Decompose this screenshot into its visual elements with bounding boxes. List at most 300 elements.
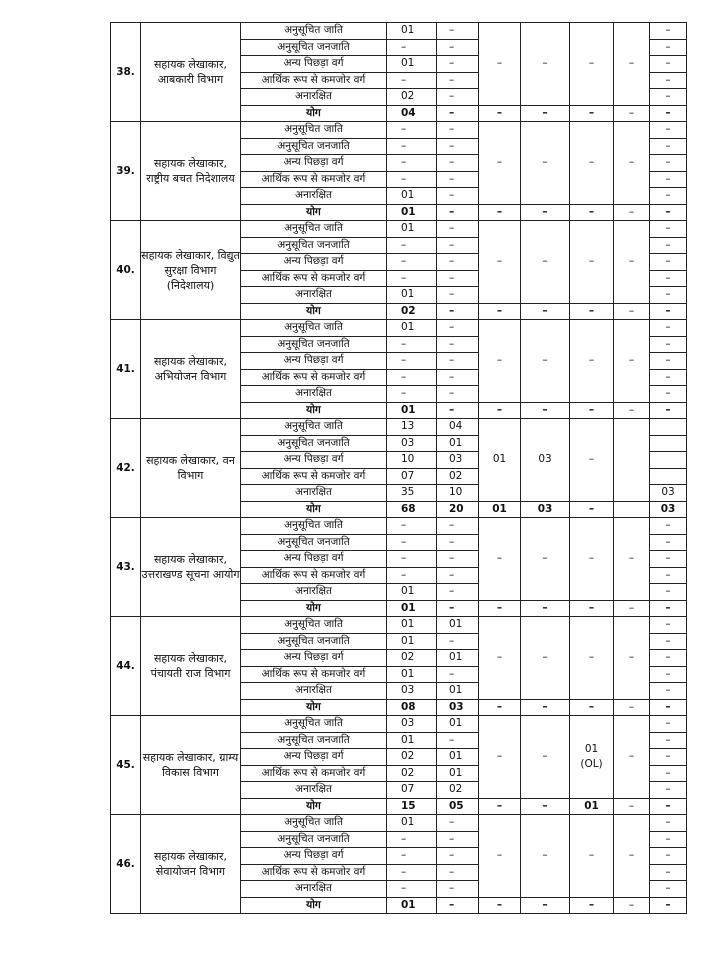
cell-women: –: [437, 39, 479, 56]
cell-merged-c3: –: [479, 23, 521, 106]
cell-last: –: [650, 155, 687, 172]
total-c5: –: [570, 600, 614, 617]
total-c5: –: [570, 501, 614, 518]
total-c4: –: [521, 204, 570, 221]
cell-vacancies: 01: [387, 56, 437, 73]
total-vacancies: 01: [387, 897, 437, 914]
cell-last: –: [650, 551, 687, 568]
total-label: योग: [241, 402, 387, 419]
serial-number: 43.: [111, 518, 141, 617]
cell-women: –: [437, 237, 479, 254]
post-name: सहायक लेखाकार, ग्राम्य विकास विभाग: [141, 716, 241, 815]
cell-vacancies: –: [387, 237, 437, 254]
total-vacancies: 01: [387, 402, 437, 419]
cell-merged-c4: –: [521, 221, 570, 304]
total-c3: –: [479, 600, 521, 617]
category-label: अनुसूचित जाति: [241, 716, 387, 733]
cell-women: –: [437, 534, 479, 551]
cell-vacancies: 35: [387, 485, 437, 502]
cell-last: –: [650, 666, 687, 683]
cell-women: –: [437, 171, 479, 188]
category-label: अनारक्षित: [241, 89, 387, 106]
total-c7: –: [650, 798, 687, 815]
cell-merged-c4: –: [521, 815, 570, 898]
category-label: अनुसूचित जनजाति: [241, 237, 387, 254]
cell-last: –: [650, 386, 687, 403]
cell-vacancies: 10: [387, 452, 437, 469]
total-c3: –: [479, 204, 521, 221]
total-c6: –: [614, 798, 650, 815]
cell-vacancies: 01: [387, 320, 437, 337]
category-label: अनुसूचित जनजाति: [241, 534, 387, 551]
total-c4: –: [521, 798, 570, 815]
serial-number: 46.: [111, 815, 141, 914]
total-c5: –: [570, 105, 614, 122]
total-c3: –: [479, 105, 521, 122]
category-row: [111, 221, 687, 238]
serial-number: 40.: [111, 221, 141, 320]
cell-vacancies: 02: [387, 749, 437, 766]
category-label: अनारक्षित: [241, 683, 387, 700]
cell-last: –: [650, 732, 687, 749]
cell-vacancies: –: [387, 353, 437, 370]
cell-vacancies: –: [387, 864, 437, 881]
category-row: [111, 23, 687, 40]
cell-women: –: [437, 320, 479, 337]
cell-merged-c4: –: [521, 617, 570, 700]
cell-vacancies: 07: [387, 782, 437, 799]
cell-last: –: [650, 716, 687, 733]
cell-women: –: [437, 138, 479, 155]
total-label: योग: [241, 105, 387, 122]
total-c3: –: [479, 798, 521, 815]
cell-last: [650, 435, 687, 452]
cell-merged-c6: –: [614, 815, 650, 898]
total-vacancies: 02: [387, 303, 437, 320]
cell-merged-c4: –: [521, 320, 570, 403]
post-name: सहायक लेखाकार, सेवायोजन विभाग: [141, 815, 241, 914]
total-c7: –: [650, 600, 687, 617]
category-label: अनारक्षित: [241, 782, 387, 799]
cell-merged-c5: –: [570, 23, 614, 106]
cell-women: –: [437, 155, 479, 172]
cell-vacancies: 01: [387, 617, 437, 634]
cell-women: –: [437, 518, 479, 535]
total-c3: 01: [479, 501, 521, 518]
cell-vacancies: 01: [387, 23, 437, 40]
cell-women: 01: [437, 650, 479, 667]
total-c7: –: [650, 204, 687, 221]
category-label: अनुसूचित जाति: [241, 815, 387, 832]
category-label: अन्य पिछड़ा वर्ग: [241, 650, 387, 667]
total-c7: –: [650, 897, 687, 914]
cell-women: –: [437, 848, 479, 865]
cell-women: –: [437, 336, 479, 353]
cell-merged-c4: –: [521, 518, 570, 601]
cell-vacancies: 03: [387, 435, 437, 452]
cell-women: –: [437, 864, 479, 881]
cell-vacancies: –: [387, 534, 437, 551]
cell-last: –: [650, 518, 687, 535]
cell-merged-c6: –: [614, 617, 650, 700]
cell-last: –: [650, 534, 687, 551]
category-label: अन्य पिछड़ा वर्ग: [241, 848, 387, 865]
total-c7: –: [650, 303, 687, 320]
serial-number: 42.: [111, 419, 141, 518]
cell-last: –: [650, 72, 687, 89]
total-label: योग: [241, 897, 387, 914]
cell-last: –: [650, 815, 687, 832]
cell-last: –: [650, 23, 687, 40]
total-label: योग: [241, 204, 387, 221]
cell-vacancies: –: [387, 155, 437, 172]
cell-merged-c6: –: [614, 716, 650, 799]
category-label: अन्य पिछड़ा वर्ग: [241, 155, 387, 172]
cell-women: 01: [437, 617, 479, 634]
total-c6: [614, 501, 650, 518]
cell-merged-c6: –: [614, 221, 650, 304]
category-label: अनुसूचित जाति: [241, 419, 387, 436]
total-c6: –: [614, 402, 650, 419]
cell-women: 01: [437, 765, 479, 782]
cell-vacancies: 01: [387, 666, 437, 683]
cell-merged-c3: –: [479, 122, 521, 205]
cell-last: –: [650, 287, 687, 304]
total-label: योग: [241, 699, 387, 716]
cell-vacancies: –: [387, 336, 437, 353]
cell-women: –: [437, 56, 479, 73]
cell-women: 10: [437, 485, 479, 502]
post-name: सहायक लेखाकार, आबकारी विभाग: [141, 23, 241, 122]
cell-vacancies: –: [387, 72, 437, 89]
total-c5: –: [570, 699, 614, 716]
cell-vacancies: 13: [387, 419, 437, 436]
cell-vacancies: –: [387, 254, 437, 271]
post-name: सहायक लेखाकार, राष्ट्रीय बचत निदेशालय: [141, 122, 241, 221]
cell-merged-c5: –: [570, 419, 614, 502]
category-label: अन्य पिछड़ा वर्ग: [241, 353, 387, 370]
cell-last: –: [650, 122, 687, 139]
total-c4: –: [521, 600, 570, 617]
total-c7: –: [650, 105, 687, 122]
total-c3: –: [479, 897, 521, 914]
cell-vacancies: –: [387, 39, 437, 56]
total-c5: –: [570, 402, 614, 419]
total-c6: –: [614, 699, 650, 716]
serial-number: 45.: [111, 716, 141, 815]
category-row: [111, 815, 687, 832]
category-label: अनुसूचित जनजाति: [241, 138, 387, 155]
category-label: अनारक्षित: [241, 881, 387, 898]
post-name: सहायक लेखाकार, उत्तराखण्ड सूचना आयोग: [141, 518, 241, 617]
cell-women: –: [437, 567, 479, 584]
cell-last: –: [650, 864, 687, 881]
cell-last: –: [650, 39, 687, 56]
cell-women: 03: [437, 452, 479, 469]
cell-merged-c3: –: [479, 617, 521, 700]
post-name: सहायक लेखाकार, पंचायती राज विभाग: [141, 617, 241, 716]
cell-last: –: [650, 567, 687, 584]
vacancy-table-body: [111, 23, 687, 914]
cell-merged-c3: 01: [479, 419, 521, 502]
cell-merged-c6: –: [614, 518, 650, 601]
cell-last: [650, 468, 687, 485]
cell-women: 02: [437, 468, 479, 485]
cell-last: –: [650, 320, 687, 337]
total-c3: –: [479, 699, 521, 716]
cell-women: –: [437, 633, 479, 650]
category-label: अन्य पिछड़ा वर्ग: [241, 254, 387, 271]
category-label: अनारक्षित: [241, 287, 387, 304]
cell-vacancies: –: [387, 831, 437, 848]
cell-vacancies: 03: [387, 683, 437, 700]
cell-women: –: [437, 122, 479, 139]
serial-number: 44.: [111, 617, 141, 716]
category-label: आर्थिक रूप से कमजोर वर्ग: [241, 567, 387, 584]
category-row: [111, 419, 687, 436]
category-label: अनुसूचित जनजाति: [241, 831, 387, 848]
cell-last: –: [650, 336, 687, 353]
cell-women: –: [437, 287, 479, 304]
cell-vacancies: –: [387, 848, 437, 865]
cell-women: –: [437, 666, 479, 683]
cell-merged-c3: –: [479, 815, 521, 898]
cell-last: [650, 452, 687, 469]
cell-women: –: [437, 270, 479, 287]
cell-vacancies: 01: [387, 188, 437, 205]
cell-vacancies: 01: [387, 732, 437, 749]
total-vacancies: 08: [387, 699, 437, 716]
category-label: अनुसूचित जाति: [241, 617, 387, 634]
cell-merged-c3: –: [479, 320, 521, 403]
serial-number: 38.: [111, 23, 141, 122]
cell-vacancies: –: [387, 567, 437, 584]
cell-women: 04: [437, 419, 479, 436]
cell-women: –: [437, 881, 479, 898]
category-label: अन्य पिछड़ा वर्ग: [241, 452, 387, 469]
category-label: अन्य पिछड़ा वर्ग: [241, 749, 387, 766]
total-c7: 03: [650, 501, 687, 518]
total-women: –: [437, 402, 479, 419]
cell-last: –: [650, 683, 687, 700]
cell-vacancies: –: [387, 518, 437, 535]
cell-vacancies: 01: [387, 584, 437, 601]
total-vacancies: 68: [387, 501, 437, 518]
cell-merged-c5: –: [570, 221, 614, 304]
cell-vacancies: 02: [387, 650, 437, 667]
cell-vacancies: –: [387, 369, 437, 386]
cell-merged-c5: –: [570, 815, 614, 898]
cell-last: –: [650, 848, 687, 865]
cell-last: –: [650, 617, 687, 634]
cell-merged-c4: –: [521, 23, 570, 106]
cell-last: –: [650, 765, 687, 782]
cell-last: –: [650, 89, 687, 106]
cell-vacancies: –: [387, 122, 437, 139]
cell-last: –: [650, 237, 687, 254]
cell-vacancies: 02: [387, 89, 437, 106]
cell-merged-c6: [614, 419, 650, 502]
cell-vacancies: –: [387, 386, 437, 403]
total-c6: –: [614, 897, 650, 914]
cell-last: –: [650, 171, 687, 188]
total-women: –: [437, 204, 479, 221]
cell-merged-c5: –: [570, 122, 614, 205]
cell-vacancies: 02: [387, 765, 437, 782]
cell-merged-c4: –: [521, 716, 570, 799]
cell-women: –: [437, 815, 479, 832]
cell-women: 01: [437, 683, 479, 700]
cell-vacancies: –: [387, 138, 437, 155]
total-c4: –: [521, 402, 570, 419]
category-label: अनुसूचित जनजाति: [241, 336, 387, 353]
cell-merged-c6: –: [614, 320, 650, 403]
total-c5: –: [570, 897, 614, 914]
cell-women: –: [437, 188, 479, 205]
category-row: [111, 617, 687, 634]
cell-vacancies: 03: [387, 716, 437, 733]
cell-last: –: [650, 353, 687, 370]
cell-last: –: [650, 56, 687, 73]
cell-vacancies: –: [387, 171, 437, 188]
cell-vacancies: –: [387, 270, 437, 287]
cell-last: –: [650, 254, 687, 271]
cell-merged-c3: –: [479, 716, 521, 799]
category-label: अनुसूचित जाति: [241, 122, 387, 139]
total-vacancies: 04: [387, 105, 437, 122]
cell-last: –: [650, 188, 687, 205]
cell-women: –: [437, 551, 479, 568]
total-vacancies: 01: [387, 204, 437, 221]
cell-merged-c4: –: [521, 122, 570, 205]
cell-last: –: [650, 881, 687, 898]
cell-women: –: [437, 732, 479, 749]
total-c4: 03: [521, 501, 570, 518]
cell-women: 01: [437, 716, 479, 733]
cell-vacancies: 01: [387, 815, 437, 832]
category-label: आर्थिक रूप से कमजोर वर्ग: [241, 864, 387, 881]
category-label: अनुसूचित जनजाति: [241, 633, 387, 650]
cell-merged-c4: 03: [521, 419, 570, 502]
cell-merged-c6: –: [614, 122, 650, 205]
category-label: अनुसूचित जनजाति: [241, 39, 387, 56]
total-c5: –: [570, 204, 614, 221]
cell-women: –: [437, 72, 479, 89]
total-c6: –: [614, 303, 650, 320]
cell-women: –: [437, 23, 479, 40]
cell-women: 02: [437, 782, 479, 799]
category-label: आर्थिक रूप से कमजोर वर्ग: [241, 468, 387, 485]
cell-vacancies: 01: [387, 221, 437, 238]
cell-women: –: [437, 89, 479, 106]
category-label: अनुसूचित जाति: [241, 518, 387, 535]
category-label: आर्थिक रूप से कमजोर वर्ग: [241, 270, 387, 287]
cell-vacancies: 07: [387, 468, 437, 485]
category-row: [111, 716, 687, 733]
cell-merged-c5: –: [570, 320, 614, 403]
vacancy-table: [110, 22, 687, 914]
cell-merged-c5: –: [570, 518, 614, 601]
total-c3: –: [479, 402, 521, 419]
total-women: –: [437, 105, 479, 122]
total-women: 03: [437, 699, 479, 716]
category-label: आर्थिक रूप से कमजोर वर्ग: [241, 765, 387, 782]
post-name: सहायक लेखाकार, वन विभाग: [141, 419, 241, 518]
category-label: आर्थिक रूप से कमजोर वर्ग: [241, 171, 387, 188]
cell-last: –: [650, 138, 687, 155]
cell-last: –: [650, 782, 687, 799]
total-c4: –: [521, 105, 570, 122]
cell-last: –: [650, 650, 687, 667]
total-c6: –: [614, 105, 650, 122]
category-label: आर्थिक रूप से कमजोर वर्ग: [241, 369, 387, 386]
cell-merged-c5: –: [570, 617, 614, 700]
total-c7: –: [650, 699, 687, 716]
category-label: अन्य पिछड़ा वर्ग: [241, 551, 387, 568]
category-row: [111, 518, 687, 535]
total-c3: –: [479, 303, 521, 320]
total-c6: –: [614, 600, 650, 617]
cell-vacancies: –: [387, 551, 437, 568]
category-label: अनारक्षित: [241, 584, 387, 601]
cell-vacancies: –: [387, 881, 437, 898]
total-c4: –: [521, 897, 570, 914]
category-label: अनारक्षित: [241, 485, 387, 502]
category-label: अनुसूचित जाति: [241, 221, 387, 238]
total-c6: –: [614, 204, 650, 221]
cell-women: –: [437, 353, 479, 370]
total-c5: 01: [570, 798, 614, 815]
total-c7: –: [650, 402, 687, 419]
total-women: 05: [437, 798, 479, 815]
post-name: सहायक लेखाकार, विद्युत सुरक्षा विभाग (निदेशालय): [141, 221, 241, 320]
cell-last: –: [650, 749, 687, 766]
cell-women: –: [437, 221, 479, 238]
serial-number: 41.: [111, 320, 141, 419]
cell-last: –: [650, 584, 687, 601]
total-women: –: [437, 897, 479, 914]
total-women: –: [437, 303, 479, 320]
cell-last: 03: [650, 485, 687, 502]
total-vacancies: 01: [387, 600, 437, 617]
category-label: आर्थिक रूप से कमजोर वर्ग: [241, 72, 387, 89]
category-label: अनुसूचित जाति: [241, 23, 387, 40]
cell-women: 01: [437, 749, 479, 766]
cell-women: –: [437, 369, 479, 386]
total-label: योग: [241, 798, 387, 815]
category-label: अन्य पिछड़ा वर्ग: [241, 56, 387, 73]
category-label: अनारक्षित: [241, 386, 387, 403]
cell-women: –: [437, 254, 479, 271]
total-women: –: [437, 600, 479, 617]
cell-women: –: [437, 831, 479, 848]
cell-merged-c3: –: [479, 221, 521, 304]
total-vacancies: 15: [387, 798, 437, 815]
total-c4: –: [521, 303, 570, 320]
category-row: [111, 122, 687, 139]
cell-women: –: [437, 386, 479, 403]
total-label: योग: [241, 501, 387, 518]
cell-merged-c3: –: [479, 518, 521, 601]
cell-last: –: [650, 221, 687, 238]
cell-last: –: [650, 270, 687, 287]
category-label: अनुसूचित जनजाति: [241, 732, 387, 749]
serial-number: 39.: [111, 122, 141, 221]
cell-merged-c5: 01 (OL): [570, 716, 614, 799]
cell-last: –: [650, 369, 687, 386]
category-label: अनुसूचित जनजाति: [241, 435, 387, 452]
category-label: अनारक्षित: [241, 188, 387, 205]
